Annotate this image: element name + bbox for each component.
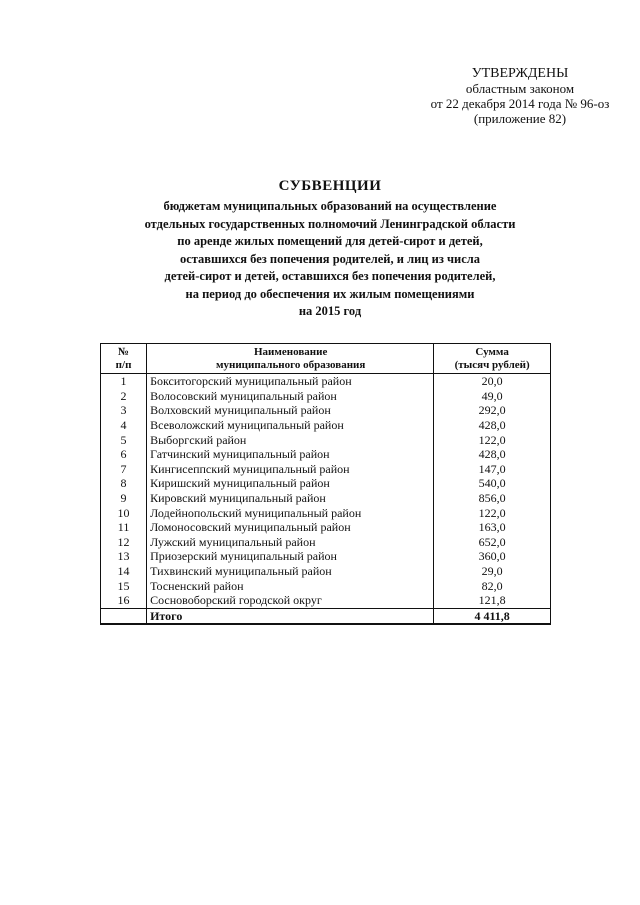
header-name xyxy=(147,344,434,374)
table-row xyxy=(101,418,551,433)
title-heading: СУБВЕНЦИИ xyxy=(278,178,382,194)
table-body xyxy=(101,374,551,609)
header-number-line2: п/п xyxy=(115,358,132,371)
title-line: на 2015 год xyxy=(298,304,362,318)
row-name: Лодейнопольский муниципальный район xyxy=(147,505,434,520)
total-empty-cell xyxy=(101,608,147,624)
row-sum: 292,0 xyxy=(434,403,551,418)
row-sum: 49,0 xyxy=(434,389,551,404)
row-number: 7 xyxy=(101,462,147,477)
total-label: Итого xyxy=(147,608,434,624)
row-name: Кингисеппский муниципальный район xyxy=(147,462,434,477)
row-number: 8 xyxy=(101,476,147,491)
row-sum: 856,0 xyxy=(434,491,551,506)
total-sum: 4 411,8 xyxy=(434,608,551,624)
header-number-line1: № xyxy=(118,345,130,358)
row-sum: 428,0 xyxy=(434,418,551,433)
row-number: 1 xyxy=(101,374,147,389)
approval-appendix-line: (приложение 82) xyxy=(473,111,567,126)
table-row xyxy=(101,491,551,506)
row-name: Тихвинский муниципальный район xyxy=(147,564,434,579)
title-line: отдельных государственных полномочий Ленинградской области xyxy=(144,216,516,231)
row-number: 11 xyxy=(101,520,147,535)
row-name: Ломоносовский муниципальный район xyxy=(147,520,434,535)
row-name: Гатчинский муниципальный район xyxy=(147,447,434,462)
row-sum: 163,0 xyxy=(434,520,551,535)
table-row xyxy=(101,505,551,520)
row-name: Волосовский муниципальный район xyxy=(147,389,434,404)
table-row xyxy=(101,593,551,608)
table-row xyxy=(101,403,551,418)
row-number: 9 xyxy=(101,491,147,506)
row-number: 3 xyxy=(101,403,147,418)
approval-block xyxy=(420,66,620,126)
table-row xyxy=(101,520,551,535)
row-sum: 122,0 xyxy=(434,505,551,520)
title-line: оставшихся без попечения родителей, и лиц из числа xyxy=(179,251,481,266)
row-number: 13 xyxy=(101,549,147,564)
total-row xyxy=(101,608,551,624)
row-number: 4 xyxy=(101,418,147,433)
row-name: Всеволожский муниципальный район xyxy=(147,418,434,433)
table-row xyxy=(101,549,551,564)
row-number: 6 xyxy=(101,447,147,462)
row-name: Сосновоборский городской округ xyxy=(147,593,434,608)
table-row xyxy=(101,432,551,447)
document-title xyxy=(90,178,570,321)
row-name: Тосненский район xyxy=(147,578,434,593)
title-line: на период до обеспечения их жилым помещениями xyxy=(185,286,475,301)
row-sum: 360,0 xyxy=(434,549,551,564)
row-name: Выборгский район xyxy=(147,432,434,447)
row-sum: 428,0 xyxy=(434,447,551,462)
header-sum-line1: Сумма xyxy=(475,345,509,358)
table-row xyxy=(101,476,551,491)
subsidy-table xyxy=(100,343,551,625)
row-number: 15 xyxy=(101,578,147,593)
row-name: Приозерский муниципальный район xyxy=(147,549,434,564)
table-row xyxy=(101,462,551,477)
row-sum: 121,8 xyxy=(434,593,551,608)
row-name: Бокситогорский муниципальный район xyxy=(147,374,434,389)
row-number: 5 xyxy=(101,432,147,447)
row-sum: 122,0 xyxy=(434,432,551,447)
title-line: бюджетам муниципальных образований на осуществление xyxy=(163,199,497,213)
row-sum: 147,0 xyxy=(434,462,551,477)
row-number: 16 xyxy=(101,593,147,608)
header-sum xyxy=(434,344,551,374)
row-sum: 652,0 xyxy=(434,535,551,550)
row-name: Киришский муниципальный район xyxy=(147,476,434,491)
row-sum: 82,0 xyxy=(434,578,551,593)
approval-law-line: областным законом xyxy=(465,81,575,96)
row-sum: 20,0 xyxy=(434,374,551,389)
table-row xyxy=(101,447,551,462)
table-header-row xyxy=(101,344,551,374)
approval-date-line: от 22 декабря 2014 года № 96-оз xyxy=(430,96,610,111)
table-row xyxy=(101,374,551,389)
row-number: 2 xyxy=(101,389,147,404)
header-sum-line2: (тысяч рублей) xyxy=(454,358,530,371)
title-line: детей-сирот и детей, оставшихся без попечения родителей, xyxy=(164,269,496,283)
table-row xyxy=(101,389,551,404)
row-name: Лужский муниципальный район xyxy=(147,535,434,550)
row-name: Кировский муниципальный район xyxy=(147,491,434,506)
row-number: 12 xyxy=(101,535,147,550)
row-number: 14 xyxy=(101,564,147,579)
row-sum: 540,0 xyxy=(434,476,551,491)
header-name-line1: Наименование xyxy=(254,345,328,358)
table-row xyxy=(101,578,551,593)
row-name: Волховский муниципальный район xyxy=(147,403,434,418)
table-row xyxy=(101,564,551,579)
header-name-line2: муниципального образования xyxy=(216,358,366,371)
header-number xyxy=(101,344,147,374)
row-number: 10 xyxy=(101,505,147,520)
title-line: по аренде жилых помещений для детей-сирот и детей, xyxy=(177,234,483,248)
table-row xyxy=(101,535,551,550)
approval-title: УТВЕРЖДЕНЫ xyxy=(471,66,569,81)
row-sum: 29,0 xyxy=(434,564,551,579)
